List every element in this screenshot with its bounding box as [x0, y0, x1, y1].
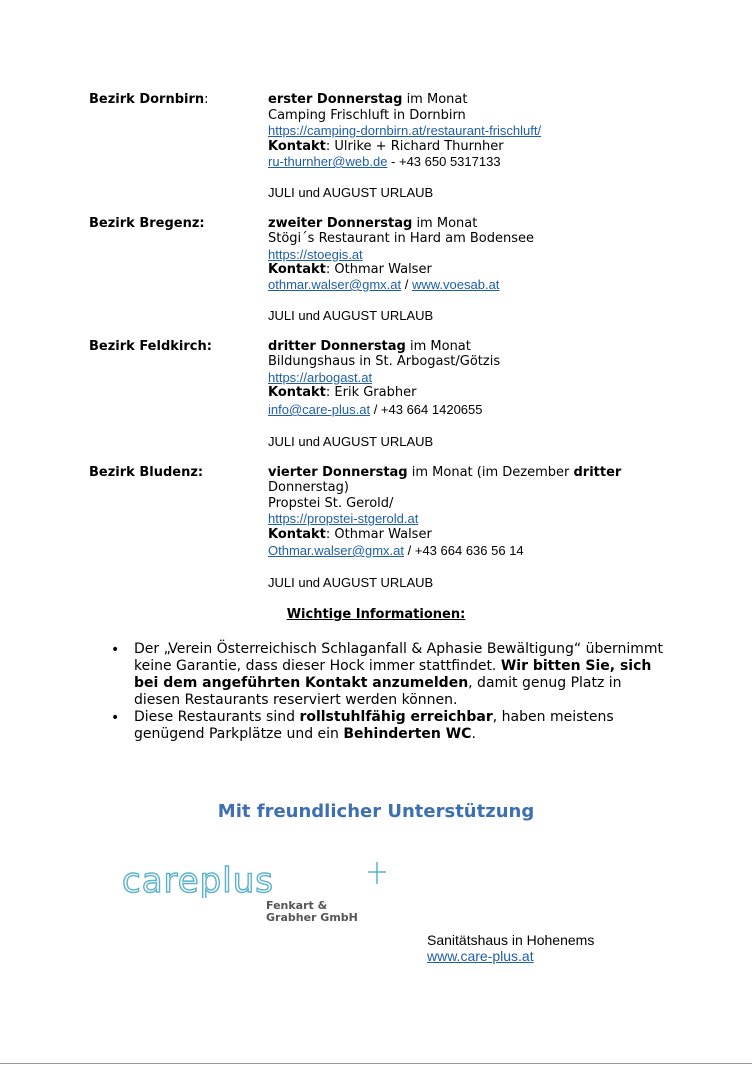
email-link[interactable]: ru-thurnher@web.de	[268, 154, 388, 169]
vacation-note: JULI und AUGUST URLAUB	[268, 185, 434, 200]
restaurant-link[interactable]: https://arbogast.at	[268, 370, 373, 385]
meeting-place: Bildungshaus in St. Arbogast/Götzis	[268, 354, 501, 369]
email-link[interactable]: othmar.walser@gmx.at	[268, 277, 402, 292]
meeting-day: erster Donnerstag im Monat	[268, 92, 468, 107]
contact-line: Kontakt: Othmar Walser	[268, 262, 432, 277]
bullet-dot: •	[111, 642, 120, 658]
email-link[interactable]: Othmar.walser@gmx.at	[268, 543, 405, 558]
vacation-note: JULI und AUGUST URLAUB	[268, 434, 434, 449]
page-divider	[0, 1063, 752, 1064]
info-bullet-2: Diese Restaurants sind rollstuhlfähig erreichbar, haben meistens genügend Parkplätze und ein Behinderten WC.	[134, 709, 614, 742]
meeting-day-continued: Donnerstag)	[268, 480, 349, 495]
careplus-wordmark	[120, 858, 390, 898]
support-heading: Mit freundlicher Unterstützung	[217, 801, 535, 822]
meeting-place: Stögi´s Restaurant in Hard am Bodensee	[268, 231, 534, 246]
restaurant-link[interactable]: https://camping-dornbirn.at/restaurant-frischluft/	[268, 123, 542, 138]
info-heading: Wichtige Informationen:	[286, 607, 466, 622]
vacation-note: JULI und AUGUST URLAUB	[268, 575, 434, 590]
info-bullet-1: Der „Verein Österreichisch Schlaganfall & Aphasie Bewältigung“ übernimmt keine Garantie, dass dieser Hock immer stattfindet. Wir bitten Sie, sich bei dem angeführten Kontakt anzumelden, damit genug Platz in diesen Restaurants reserviert werden können.	[134, 641, 663, 708]
contact-email-line: info@care-plus.at / +43 664 1420655	[268, 402, 483, 417]
district-label-bregenz: Bezirk Bregenz:	[89, 216, 205, 231]
shop-website-link[interactable]: www.care-plus.at	[427, 948, 534, 964]
logo-word: careplus	[122, 861, 274, 898]
meeting-day: vierter Donnerstag im Monat (im Dezember dritter	[268, 465, 622, 480]
meeting-place: Camping Frischluft in Dornbirn	[268, 108, 466, 123]
careplus-logo	[120, 858, 390, 930]
restaurant-link[interactable]: https://stoegis.at	[268, 247, 363, 262]
contact-line: Kontakt: Erik Grabher	[268, 385, 417, 400]
district-label-feldkirch: Bezirk Feldkirch:	[89, 339, 212, 354]
vacation-note: JULI und AUGUST URLAUB	[268, 308, 434, 323]
contact-email-line: othmar.walser@gmx.at / www.voesab.at	[268, 277, 500, 292]
restaurant-link[interactable]: https://propstei-stgerold.at	[268, 511, 419, 526]
meeting-day: dritter Donnerstag im Monat	[268, 339, 471, 354]
meeting-place: Propstei St. Gerold/	[268, 496, 394, 511]
shop-description: Sanitätshaus in Hohenems	[427, 932, 595, 948]
contact-line: Kontakt: Ulrike + Richard Thurnher	[268, 139, 504, 154]
district-label-bludenz: Bezirk Bludenz:	[89, 465, 204, 480]
district-label-dornbirn: Bezirk Dornbirn:	[89, 92, 209, 107]
website-link[interactable]: www.voesab.at	[411, 277, 500, 292]
bullet-dot: •	[111, 710, 120, 726]
meeting-day: zweiter Donnerstag im Monat	[268, 216, 478, 231]
contact-email-line: Othmar.walser@gmx.at / +43 664 636 56 14	[268, 543, 524, 558]
email-link[interactable]: info@care-plus.at	[268, 402, 371, 417]
contact-email-line: ru-thurnher@web.de - +43 650 5317133	[268, 154, 501, 169]
contact-line: Kontakt: Othmar Walser	[268, 527, 432, 542]
logo-company-name: Fenkart & Grabher GmbH	[266, 899, 358, 924]
